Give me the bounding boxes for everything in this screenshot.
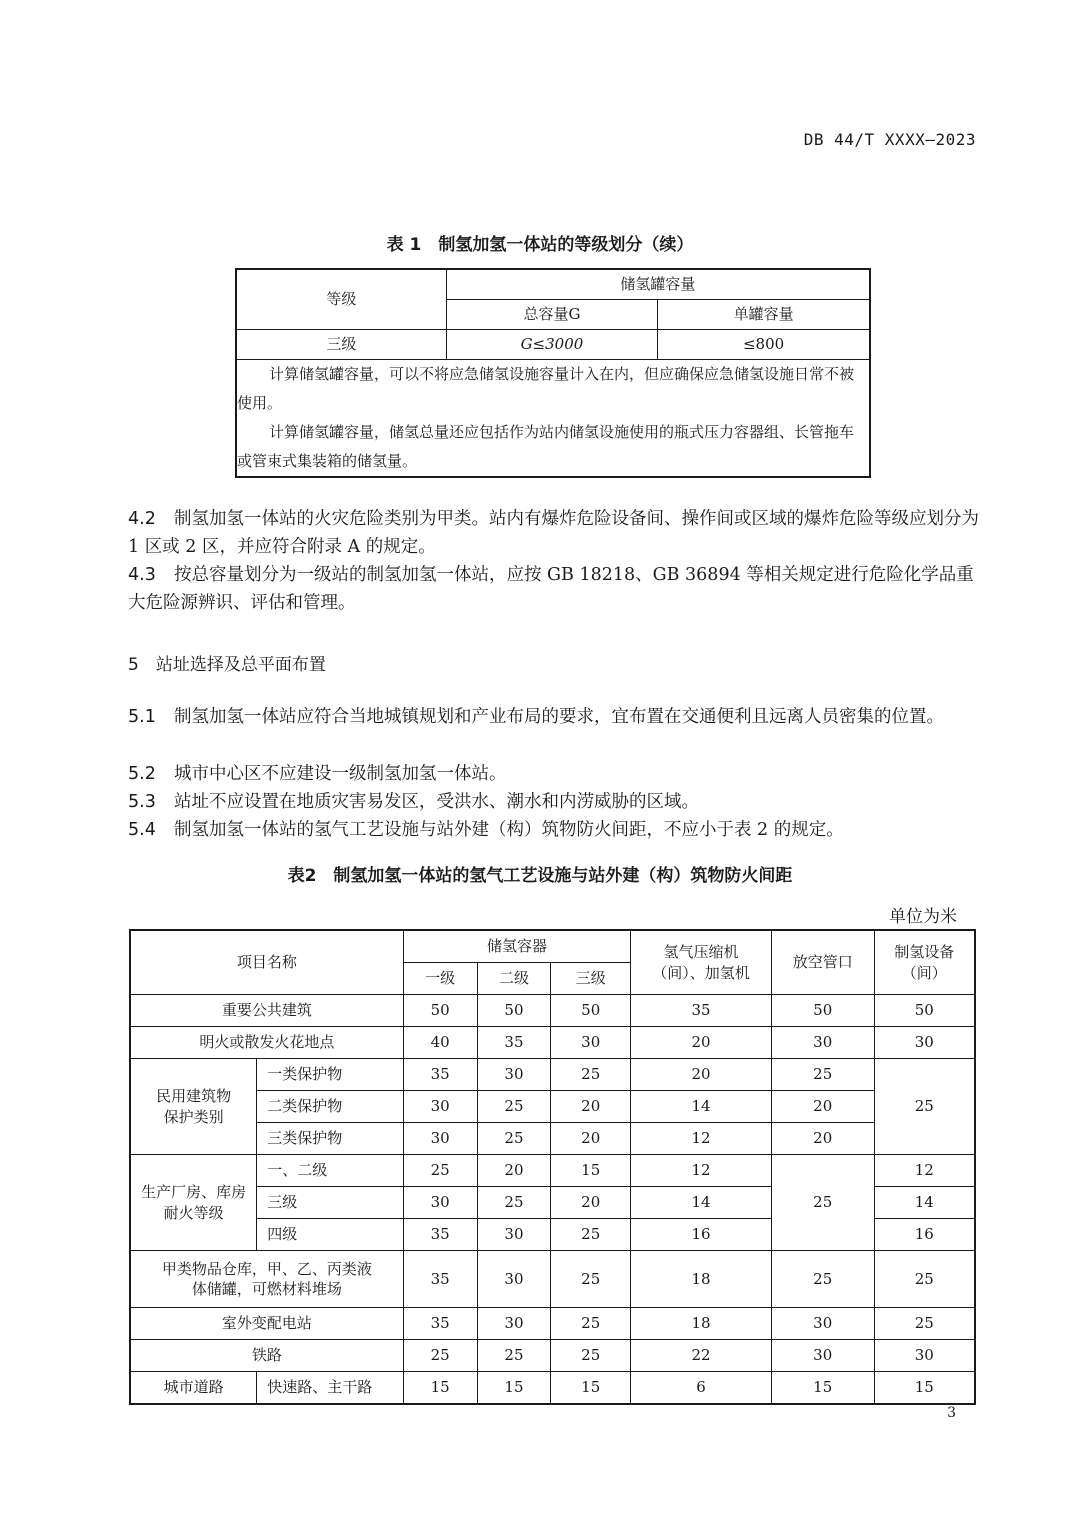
- cell: 30: [403, 1091, 477, 1123]
- cell: 35: [477, 1027, 551, 1059]
- clause-5-2: [128, 760, 980, 788]
- cell: 15: [477, 1372, 551, 1405]
- cell: 25: [551, 1059, 631, 1091]
- cell: 35: [631, 995, 772, 1027]
- table2: [129, 929, 976, 1405]
- document-code: DB 44/T XXXX—2023: [803, 130, 976, 149]
- cell: 50: [477, 995, 551, 1027]
- cell: 25: [771, 1059, 874, 1091]
- table-row: [130, 1027, 975, 1059]
- cell: 15: [874, 1372, 975, 1405]
- cell: 25: [551, 1251, 631, 1308]
- cell: 30: [771, 1308, 874, 1340]
- row-label: 城市道路: [130, 1372, 257, 1405]
- cell: 14: [631, 1091, 772, 1123]
- cell: 50: [403, 995, 477, 1027]
- table1-cell-total: G≤3000: [446, 330, 657, 360]
- page-number: 3: [947, 1405, 956, 1421]
- cell: 14: [631, 1187, 772, 1219]
- table-row: [130, 1372, 975, 1405]
- table1-cell-grade: 三级: [236, 330, 446, 360]
- table1-title: 表 1 制氢加氢一体站的等级划分（续）: [386, 235, 694, 255]
- cell: 25: [874, 1251, 975, 1308]
- clause-4-2: [128, 505, 980, 561]
- cell: 20: [631, 1059, 772, 1091]
- table1-note-1: 计算储氢罐容量，可以不将应急储氢设施容量计入在内，但应确保应急储氢设施日常不被使用。: [237, 365, 855, 412]
- clause-text: 制氢加氢一体站的氢气工艺设施与站外建（构）筑物防火间距，不应小于表 2 的规定。: [174, 820, 844, 840]
- table1-header-single: 单罐容量: [658, 300, 870, 330]
- table-row: [130, 1091, 975, 1123]
- row-sublabel: 三级: [257, 1187, 404, 1219]
- table1-notes: [236, 360, 870, 478]
- cell: 50: [551, 995, 631, 1027]
- cell: 20: [551, 1091, 631, 1123]
- clause-text: 城市中心区不应建设一级制氢加氢一体站。: [174, 764, 507, 784]
- cell: 50: [874, 995, 975, 1027]
- table-row: [130, 1059, 975, 1091]
- row-label: 甲类物品仓库，甲、乙、丙类液体储罐，可燃材料堆场: [130, 1251, 403, 1308]
- table2-header-production: 制氢设备（间）: [874, 930, 975, 995]
- row-sublabel: 四级: [257, 1219, 404, 1251]
- clause-5-4: [128, 816, 980, 844]
- cell: 30: [771, 1027, 874, 1059]
- clause-5-1: [128, 703, 980, 731]
- table-row: [130, 1251, 975, 1308]
- cell: 16: [874, 1219, 975, 1251]
- cell: 20: [477, 1155, 551, 1187]
- clause-text: 站址不应设置在地质灾害易发区，受洪水、潮水和内涝威胁的区域。: [174, 792, 699, 812]
- cell: 25: [403, 1155, 477, 1187]
- cell: 20: [551, 1187, 631, 1219]
- cell: 25: [551, 1219, 631, 1251]
- table2-header-level-2: 二级: [477, 963, 551, 995]
- table2-header-storage: 储氢容器: [403, 930, 630, 963]
- cell: 30: [771, 1340, 874, 1372]
- cell: 18: [631, 1308, 772, 1340]
- table1-header-total: 总容量G: [446, 300, 657, 330]
- row-label: 铁路: [130, 1340, 403, 1372]
- table-row: [130, 1123, 975, 1155]
- cell: 15: [551, 1372, 631, 1405]
- table1-note-2: 计算储氢罐容量，储氢总量还应包括作为站内储氢设施使用的瓶式压力容器组、长管拖车或管束式集装箱的储氢量。: [237, 423, 855, 470]
- clause-5-3: [128, 788, 980, 816]
- table-row: [130, 1308, 975, 1340]
- cell: 14: [874, 1187, 975, 1219]
- row-label: 明火或散发火花地点: [130, 1027, 403, 1059]
- table1: [235, 268, 871, 478]
- clause-number: 5.3: [128, 792, 156, 812]
- cell: 12: [874, 1155, 975, 1187]
- cell: 22: [631, 1340, 772, 1372]
- row-sublabel: 一、二级: [257, 1155, 404, 1187]
- clause-number: 5.1: [128, 707, 156, 727]
- table2-unit: 单位为米: [889, 907, 957, 927]
- cell: 25: [874, 1308, 975, 1340]
- table-row: [130, 995, 975, 1027]
- table2-title: 表2 制氢加氢一体站的氢气工艺设施与站外建（构）筑物防火间距: [287, 866, 793, 886]
- cell: 15: [551, 1155, 631, 1187]
- cell: 25: [477, 1123, 551, 1155]
- cell: 35: [403, 1059, 477, 1091]
- cell: 20: [771, 1091, 874, 1123]
- clause-number: 5.4: [128, 820, 156, 840]
- table2-header-level-3: 三级: [551, 963, 631, 995]
- table1-cell-single: ≤800: [658, 330, 870, 360]
- clause-number: 4.3: [128, 565, 156, 585]
- cell: 20: [771, 1123, 874, 1155]
- row-sublabel: 快速路、主干路: [257, 1372, 404, 1405]
- cell: 30: [874, 1340, 975, 1372]
- cell: 40: [403, 1027, 477, 1059]
- cell-merged: 25: [874, 1059, 975, 1155]
- cell: 20: [631, 1027, 772, 1059]
- row-sublabel: 一类保护物: [257, 1059, 404, 1091]
- cell: 30: [477, 1251, 551, 1308]
- group-label-civil: 民用建筑物保护类别: [130, 1059, 257, 1155]
- cell: 30: [403, 1123, 477, 1155]
- row-sublabel: 三类保护物: [257, 1123, 404, 1155]
- cell: 35: [403, 1251, 477, 1308]
- cell: 25: [477, 1187, 551, 1219]
- cell: 30: [874, 1027, 975, 1059]
- table1-header-capacity: 储氢罐容量: [446, 269, 870, 300]
- cell: 30: [477, 1219, 551, 1251]
- table2-header-level-1: 一级: [403, 963, 477, 995]
- clause-text: 按总容量划分为一级站的制氢加氢一体站，应按 GB 18218、GB 36894 等相关规定进行危险化学品重大危险源辨识、评估和管理。: [128, 565, 974, 613]
- cell: 30: [477, 1308, 551, 1340]
- cell: 18: [631, 1251, 772, 1308]
- cell: 15: [403, 1372, 477, 1405]
- cell: 25: [551, 1340, 631, 1372]
- table2-header-vent: 放空管口: [771, 930, 874, 995]
- clause-4-3: [128, 561, 980, 617]
- section-5-heading: 5 站址选择及总平面布置: [128, 655, 326, 675]
- cell: 30: [551, 1027, 631, 1059]
- cell: 50: [771, 995, 874, 1027]
- cell: 15: [771, 1372, 874, 1405]
- table2-header-item: 项目名称: [130, 930, 403, 995]
- table2-header-compressor: 氢气压缩机（间）、加氢机: [631, 930, 772, 995]
- cell: 12: [631, 1123, 772, 1155]
- table-row: [130, 1340, 975, 1372]
- row-label: 室外变配电站: [130, 1308, 403, 1340]
- cell: 30: [403, 1187, 477, 1219]
- cell: 20: [551, 1123, 631, 1155]
- cell: 30: [477, 1059, 551, 1091]
- clause-number: 5.2: [128, 764, 156, 784]
- cell: 25: [551, 1308, 631, 1340]
- cell: 16: [631, 1219, 772, 1251]
- table-row: [130, 1155, 975, 1187]
- table1-header-grade: 等级: [236, 269, 446, 330]
- cell-merged: 25: [771, 1155, 874, 1251]
- clause-text: 制氢加氢一体站应符合当地城镇规划和产业布局的要求，宜布置在交通便利且远离人员密集的位置。: [174, 707, 944, 727]
- cell: 25: [477, 1091, 551, 1123]
- row-sublabel: 二类保护物: [257, 1091, 404, 1123]
- clause-number: 4.2: [128, 509, 156, 529]
- cell: 12: [631, 1155, 772, 1187]
- cell: 25: [403, 1340, 477, 1372]
- cell: 35: [403, 1219, 477, 1251]
- cell: 25: [771, 1251, 874, 1308]
- clause-text: 制氢加氢一体站的火灾危险类别为甲类。站内有爆炸危险设备间、操作间或区域的爆炸危险等级应划分为 1 区或 2 区，并应符合附录 A 的规定。: [128, 509, 979, 557]
- cell: 35: [403, 1308, 477, 1340]
- group-label-factory: 生产厂房、库房耐火等级: [130, 1155, 257, 1251]
- row-label: 重要公共建筑: [130, 995, 403, 1027]
- cell: 25: [477, 1340, 551, 1372]
- cell: 6: [631, 1372, 772, 1405]
